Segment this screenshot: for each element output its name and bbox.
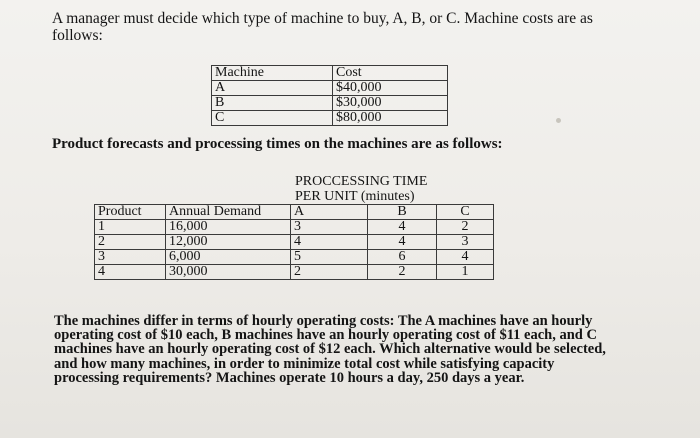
table-row <box>95 250 494 265</box>
table-row <box>95 265 494 280</box>
paragraph-line-1: The machines differ in terms of hourly operating costs: The A machines have an hourly <box>54 313 593 329</box>
header-cost: Cost <box>333 66 448 81</box>
table-header-row <box>95 205 494 220</box>
problem-paragraph <box>54 314 610 385</box>
product-cell: 2 <box>95 235 166 250</box>
header-annual-demand: Annual Demand <box>166 205 291 220</box>
demand-cell: 12,000 <box>166 235 291 250</box>
table-row <box>95 235 494 250</box>
time-c-cell: 3 <box>437 235 494 250</box>
cost-cell: $80,000 <box>333 111 448 126</box>
header-machine-a: A <box>291 205 368 220</box>
time-a-cell: 4 <box>291 235 368 250</box>
processing-time-title <box>295 174 427 204</box>
page-speck <box>556 118 561 123</box>
time-b-cell: 6 <box>368 250 437 265</box>
intro-line-2: follows: <box>52 27 103 44</box>
table-row <box>212 96 448 111</box>
product-cell: 1 <box>95 220 166 235</box>
time-b-cell: 2 <box>368 265 437 280</box>
paragraph-line-4: and how many machines, in order to minimize total cost while satisfying capacity <box>54 355 555 372</box>
paragraph-line-5: processing requirements? Machines operate 10 hours a day, 250 days a year. <box>54 369 525 386</box>
forecast-text: Product forecasts and processing times on the machines are as follows: <box>52 136 503 152</box>
cost-cell: $30,000 <box>333 96 448 111</box>
product-cell: 3 <box>95 250 166 265</box>
demand-cell: 30,000 <box>166 265 291 280</box>
header-machine: Machine <box>212 66 333 81</box>
time-a-cell: 2 <box>291 265 368 280</box>
cost-cell: $40,000 <box>333 81 448 96</box>
table-header-row <box>212 66 448 81</box>
processing-title-line-1: PROCCESSING TIME <box>295 174 428 189</box>
processing-title-line-2: PER UNIT (minutes) <box>295 189 415 204</box>
table-row <box>212 111 448 126</box>
time-b-cell: 4 <box>368 220 437 235</box>
machine-cell: B <box>212 96 333 111</box>
intro-text <box>52 10 652 44</box>
header-machine-c: C <box>437 205 494 220</box>
table-row <box>95 220 494 235</box>
machine-cost-table <box>211 65 448 126</box>
time-c-cell: 4 <box>437 250 494 265</box>
header-product: Product <box>95 205 166 220</box>
time-c-cell: 1 <box>437 265 494 280</box>
header-machine-b: B <box>368 205 437 220</box>
demand-cell: 6,000 <box>166 250 291 265</box>
paragraph-line-2: operating cost of $10 each, B machines have an hourly operating cost of $11 each, and C <box>54 327 597 344</box>
product-cell: 4 <box>95 265 166 280</box>
time-c-cell: 2 <box>437 220 494 235</box>
time-a-cell: 3 <box>291 220 368 235</box>
machine-cell: C <box>212 111 333 126</box>
intro-line-1: A manager must decide which type of machine to buy, A, B, or C. Machine costs are as <box>52 10 593 27</box>
paragraph-line-3: machines have an hourly operating cost of $12 each. Which alternative would be selected, <box>54 341 606 358</box>
time-a-cell: 5 <box>291 250 368 265</box>
machine-cell: A <box>212 81 333 96</box>
time-b-cell: 4 <box>368 235 437 250</box>
table-row <box>212 81 448 96</box>
processing-time-table <box>94 204 494 280</box>
demand-cell: 16,000 <box>166 220 291 235</box>
